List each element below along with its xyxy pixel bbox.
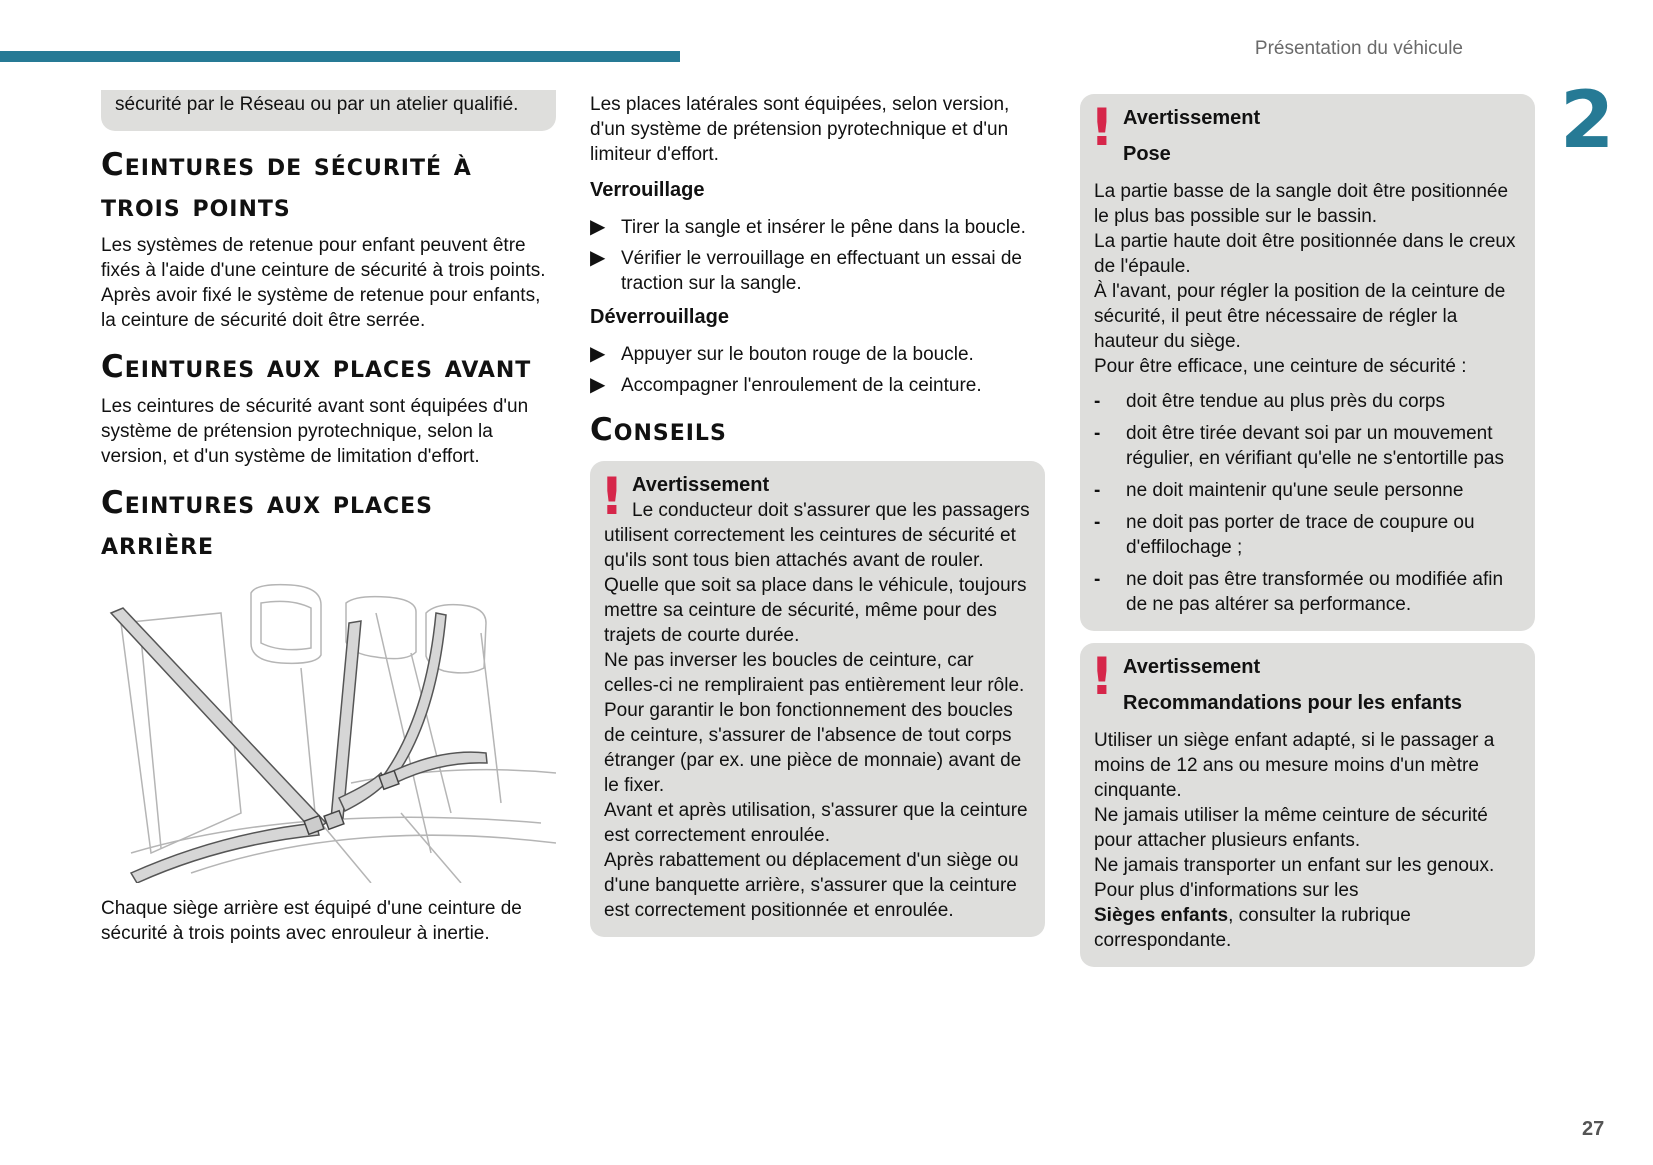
arrow-right-icon: ▶ [590, 374, 606, 396]
rear-seats-caption: Chaque siège arrière est équipé d'une ceinture de sécurité à trois points avec enrouleur à inertie. [101, 898, 522, 944]
list-item: - ne doit pas être transformée ou modifiée afin de ne pas altérer sa performance. [1094, 569, 1504, 615]
side-seats-intro: Les places latérales sont équipées, selon version, d'un système de prétension pyrotechnique et d'un limiteur d'effort. [590, 94, 1010, 165]
warning-paragraph: Pour garantir le bon fonctionnement des boucles de ceinture, s'assurer de l'absence de tout corps étranger (par ex. une pièce de monnaie) avant de le fixer. [604, 700, 1022, 796]
front-seats-text: Les ceintures de sécurité avant sont équipées d'un système de prétension pyrotechnique, selon la version, et d'un système de limitation d'effort. [101, 396, 529, 467]
arrow-right-icon: ▶ [590, 216, 606, 238]
unlocking-step: ▶ Accompagner l'enroulement de la ceinture. [590, 374, 982, 396]
continued-note-box [101, 90, 556, 131]
arrow-right-icon: ▶ [590, 247, 606, 269]
warning-paragraph: Quelle que soit sa place dans le véhicule, toujours mettre sa ceinture de sécurité, même pour des trajets de courte durée. [604, 575, 1027, 646]
unlocking-step: ▶ Appuyer sur le bouton rouge de la boucle. [590, 343, 974, 365]
locking-step: ▶ Tirer la sangle et insérer le pêne dans la boucle. [590, 216, 1026, 238]
heading-front-seats: Ceintures aux places avant [101, 349, 532, 385]
warning-paragraph: Ne jamais transporter un enfant sur les genoux. [1094, 855, 1495, 876]
list-item: - ne doit maintenir qu'une seule personne [1094, 480, 1464, 501]
warning-paragraph: Pour être efficace, une ceinture de sécurité : [1094, 356, 1467, 377]
dash-bullet-icon: - [1094, 480, 1101, 501]
heading-three-point-belts: Ceintures de sécurité à trois points [101, 147, 472, 224]
header-accent-bar [0, 51, 680, 62]
warning-box-pose [1080, 94, 1535, 631]
rear-seat-belts-illustration-icon [101, 583, 556, 883]
heading-locking: Verrouillage [590, 179, 705, 201]
list-item: - ne doit pas porter de trace de coupure ou d'effilochage ; [1094, 512, 1475, 558]
column-1 [101, 92, 556, 946]
arrow-right-icon: ▶ [590, 343, 606, 365]
belt-requirements-list [1094, 389, 1521, 617]
warning-subtitle: Recommandations pour les enfants [1123, 692, 1462, 714]
heading-advice: Conseils [590, 412, 727, 448]
child-seats-reference: Sièges enfants, consulter la rubrique correspondante. [1094, 905, 1411, 951]
locking-step: ▶ Vérifier le verrouillage en effectuant un essai de traction sur la sangle. [590, 247, 1023, 294]
warning-box-children [1080, 643, 1535, 967]
column-2 [590, 92, 1045, 937]
heading-rear-seats: Ceintures aux places arrière [101, 485, 434, 562]
warning-paragraph: Pour plus d'informations sur les [1094, 880, 1359, 901]
warning-paragraph: Après rabattement ou déplacement d'un siège ou d'une banquette arrière, s'assurer que la ceinture est correctement positionnée et enroulée. [604, 850, 1019, 921]
warning-paragraph: Ne jamais utiliser la même ceinture de sécurité pour attacher plusieurs enfants. [1094, 805, 1488, 851]
dash-bullet-icon: - [1094, 423, 1101, 444]
warning-exclamation-icon: ! [1090, 647, 1114, 707]
section-title: Présentation du véhicule [1254, 38, 1463, 59]
child-seats-link[interactable]: Sièges enfants [1094, 905, 1229, 926]
three-point-belts-text: Les systèmes de retenue pour enfant peuvent être fixés à l'aide d'une ceinture de sécurité à trois points. Après avoir fixé le système de retenue pour enfants, la ceinture de sécurité doit être serrée. [101, 235, 546, 331]
column-3 [1080, 94, 1535, 967]
warning-title: Avertissement [632, 474, 770, 496]
warning-title: Avertissement [1123, 107, 1261, 129]
warning-paragraph: Le conducteur doit s'assurer que les passagers utilisent correctement les ceintures de sécurité et qu'ils sont tous bien attachés avant de rouler. [604, 500, 1030, 571]
dash-bullet-icon: - [1094, 512, 1101, 533]
warning-exclamation-icon: ! [1090, 98, 1114, 158]
list-item: - doit être tendue au plus près du corps [1094, 391, 1445, 412]
advice-warning-box [590, 461, 1045, 937]
warning-paragraph: La partie haute doit être positionnée dans le creux de l'épaule. [1094, 231, 1516, 277]
warning-subtitle: Pose [1123, 143, 1171, 165]
heading-unlocking: Déverrouillage [590, 306, 729, 328]
warning-paragraph: Avant et après utilisation, s'assurer que la ceinture est correctement enroulée. [604, 800, 1028, 846]
warning-title: Avertissement [1123, 656, 1261, 678]
warning-paragraph: Ne pas inverser les boucles de ceinture, car celles-ci ne rempliraient pas entièrement leur rôle. [604, 650, 1025, 696]
locking-steps [590, 215, 1045, 296]
continued-note-text: sécurité par le Réseau ou par un atelier qualifié. [115, 94, 519, 115]
dash-bullet-icon: - [1094, 391, 1101, 412]
page-number: 27 [1582, 1118, 1605, 1140]
warning-paragraph: À l'avant, pour régler la position de la ceinture de sécurité, il peut être nécessaire de régler la hauteur du siège. [1094, 281, 1506, 352]
unlocking-steps [590, 342, 1045, 398]
warning-exclamation-icon: ! [600, 467, 624, 527]
chapter-number: 2 [1560, 76, 1613, 166]
warning-paragraph: Utiliser un siège enfant adapté, si le passager a moins de 12 ans ou mesure moins d'un mètre cinquante. [1094, 730, 1495, 801]
warning-paragraph: La partie basse de la sangle doit être positionnée le plus bas possible sur le bassin. [1094, 181, 1509, 227]
dash-bullet-icon: - [1094, 569, 1101, 590]
list-item: - doit être tirée devant soi par un mouvement régulier, en vérifiant qu'elle ne s'entortille pas [1094, 423, 1504, 469]
